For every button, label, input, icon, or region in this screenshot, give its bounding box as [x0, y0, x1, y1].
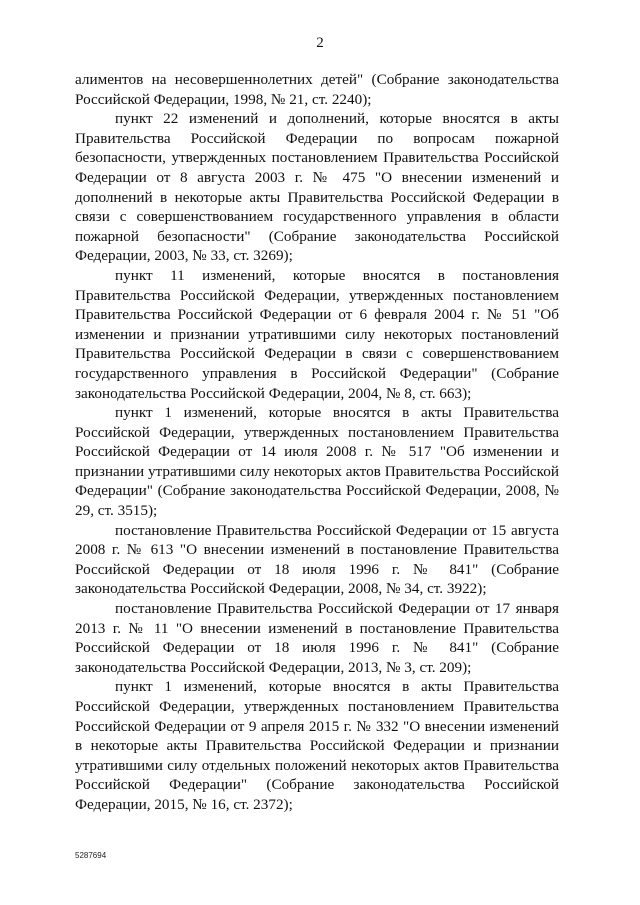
paragraph-item-fire-safety: пункт 22 изменений и дополнений, которые вносятся в акты Правительства Российской Федерации по вопросам пожарной безопасности, утвержденных постановлением Правительства Российской Федерации от 8 августа 2003 г. № 475 "О внесении изменений и дополнений в некоторые акты Правительства Российской Федерации в связи с совершенствованием государственного управления в области пожарной безопасности" (Собрание законодательства Российской Федерации, 2003, № 33, ст. 3269);: [75, 110, 559, 265]
paragraph-item-2004-51: пункт 11 изменений, которые вносятся в постановления Правительства Российской Федерации, утвержденных постановлением Правительства Российской Федерации от 6 февраля 2004 г. № 51 "Об изменении и признании утратившими силу некоторых постановлений Правительства Российской Федерации в связи с совершенствованием государственного управления в Российской Федерации" (Собрание законодательства Российской Федерации, 2004, № 8, ст. 663);: [75, 266, 559, 402]
paragraph-item-2013-11: постановление Правительства Российской Федерации от 17 января 2013 г. № 11 "О внесении изменений в постановление Правительства Российской Федерации от 18 июля 1996 г. № 841" (Собрание законодательства Российской Федерации, 2013, № 3, ст. 209);: [75, 600, 559, 676]
document-id: 5287694: [75, 851, 107, 860]
document-body: [75, 70, 559, 815]
paragraph-item-2008-517: пункт 1 изменений, которые вносятся в акты Правительства Российской Федерации, утвержденных постановлением Правительства Российской Федерации от 14 июля 2008 г. № 517 "Об изменении и признании утратившими силу некоторых актов Правительства Российской Федерации" (Собрание законодательства Российской Федерации, 2008, № 29, ст. 3515);: [75, 404, 559, 520]
page-number: 2: [316, 35, 324, 51]
paragraph-continuation: алиментов на несовершеннолетних детей" (Собрание законодательства Российской Федерации, 1998, № 21, ст. 2240);: [75, 71, 559, 108]
paragraph-item-2015-332: пункт 1 изменений, которые вносятся в акты Правительства Российской Федерации, утвержденных постановлением Правительства Российской Федерации от 9 апреля 2015 г. № 332 "О внесении изменений в некоторые акты Правительства Российской Федерации и признании утратившими силу отдельных положений некоторых актов Правительства Российской Федерации" (Собрание законодательства Российской Федерации, 2015, № 16, ст. 2372);: [75, 678, 559, 813]
paragraph-item-2008-613: постановление Правительства Российской Федерации от 15 августа 2008 г. № 613 "О внесении изменений в постановление Правительства Российской Федерации от 18 июля 1996 г. № 841" (Собрание законодательства Российской Федерации, 2008, № 34, ст. 3922);: [75, 521, 559, 598]
